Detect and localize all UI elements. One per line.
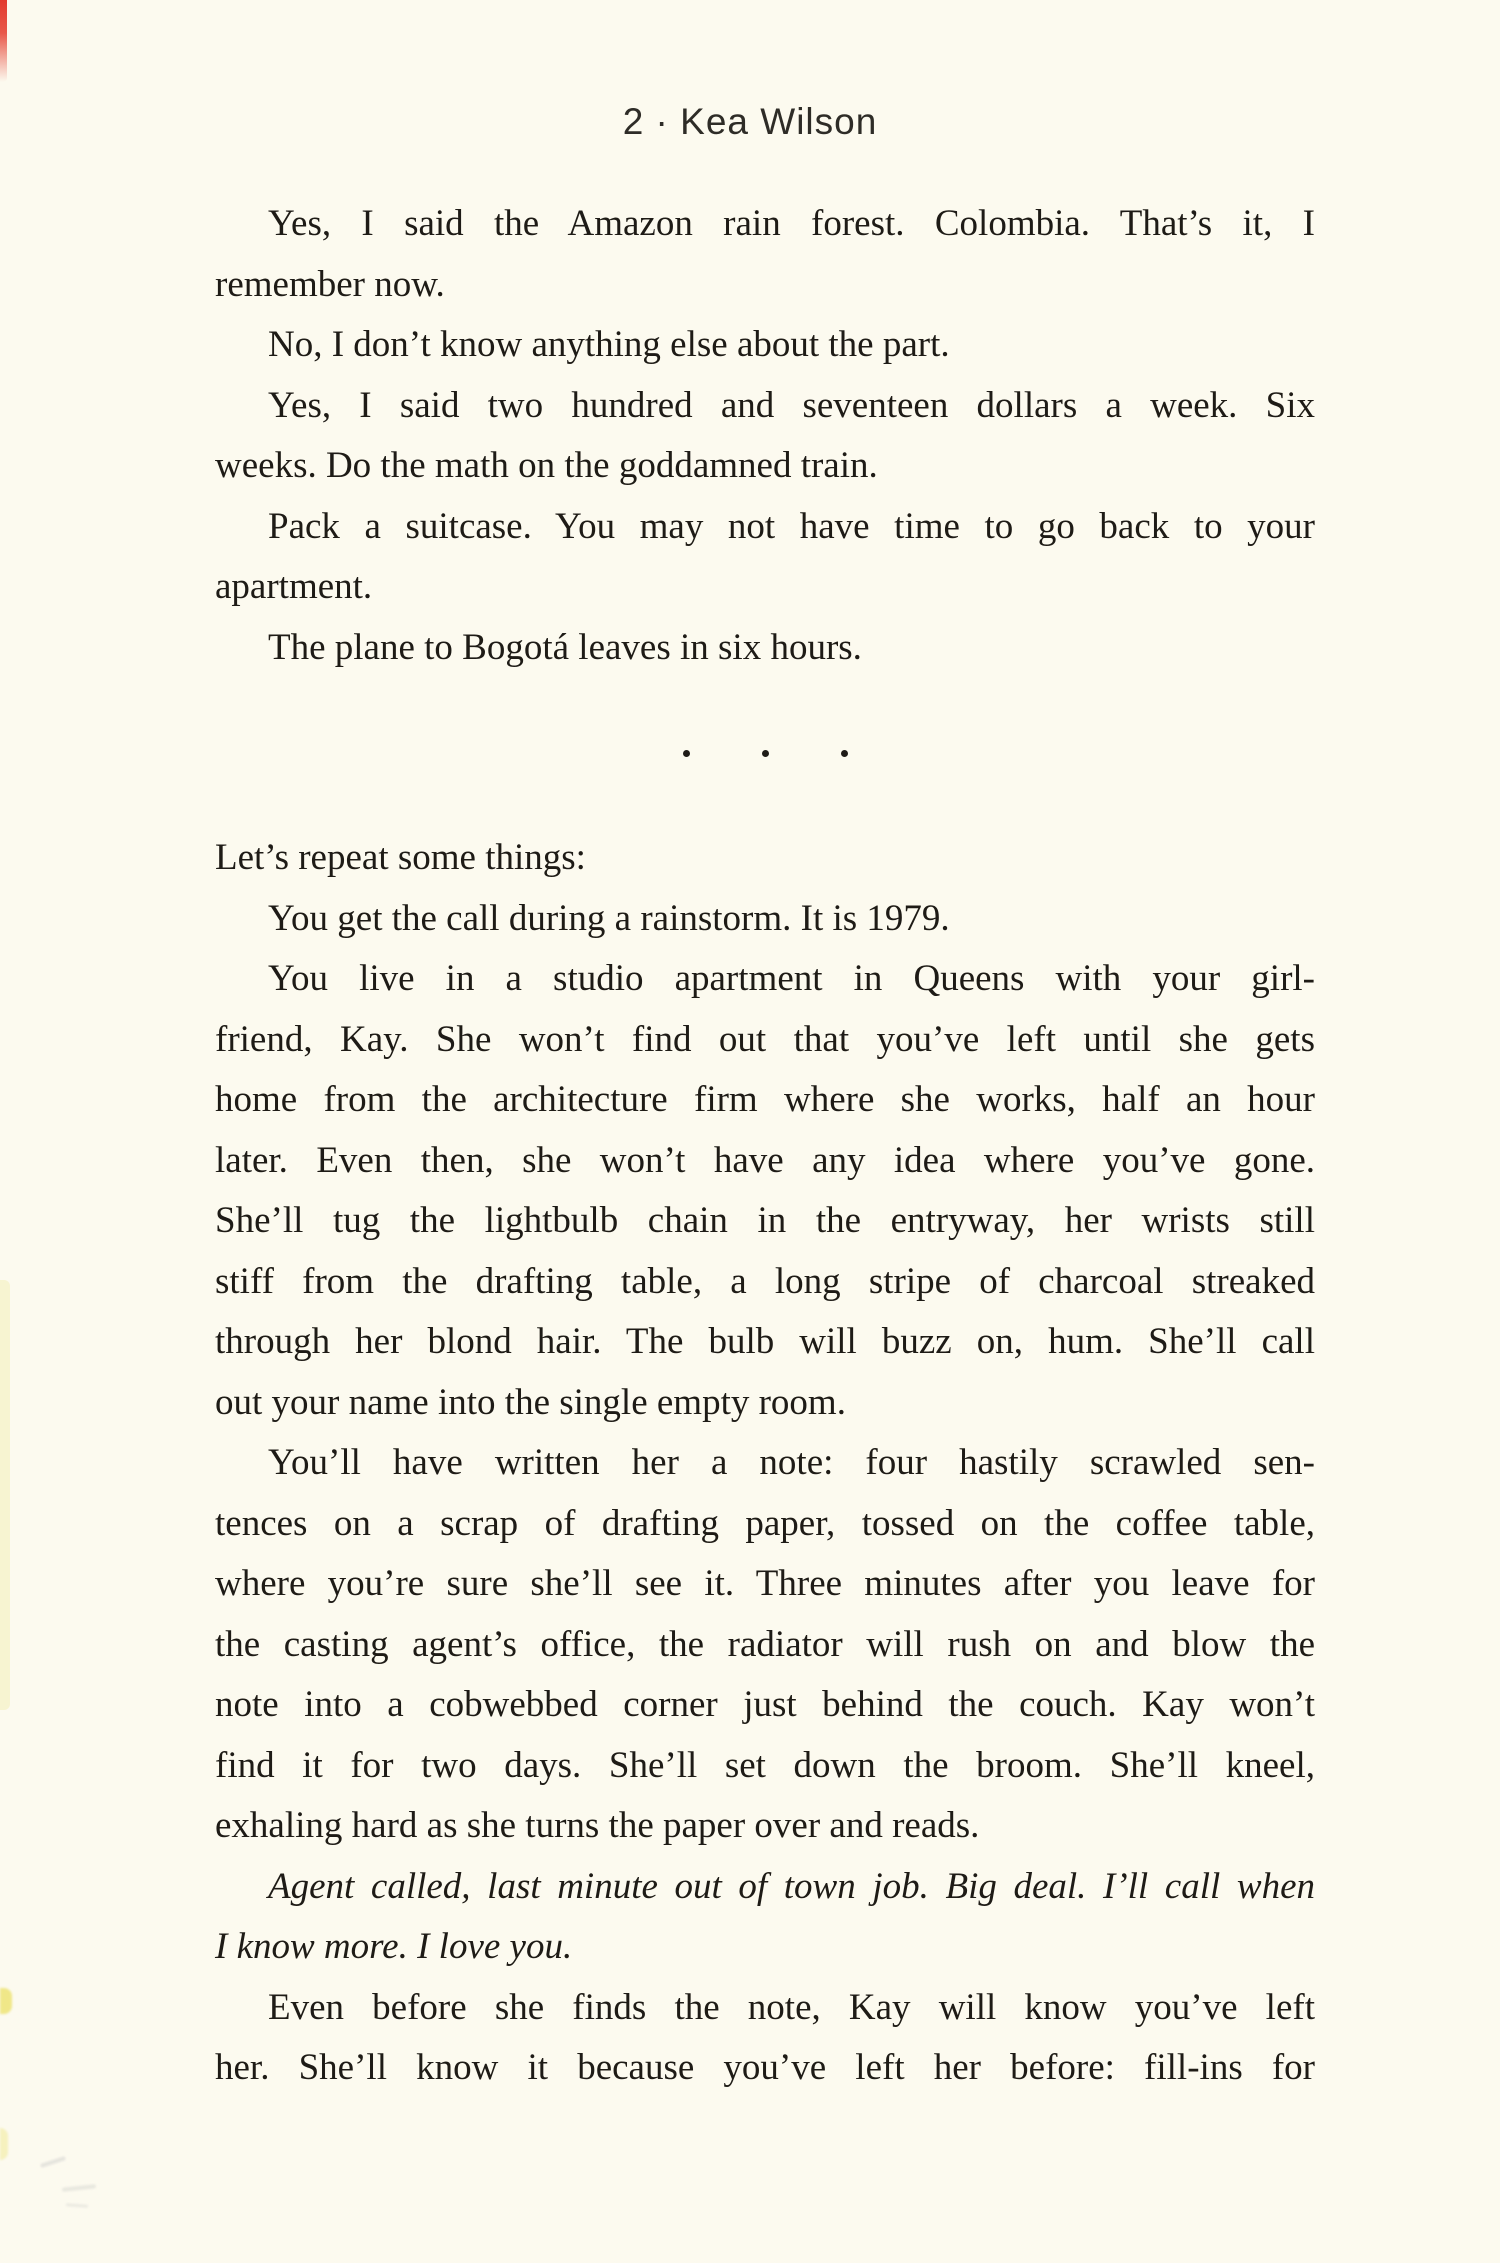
- text-line: her. She’ll know it because you’ve left her before: fill-ins for: [215, 2047, 1315, 2088]
- text-line: friend, Kay. She won’t find out that you’ve left until she gets: [215, 1018, 1315, 1060]
- text-line: remember now.: [215, 263, 445, 305]
- text-line: tences on a scrap of drafting paper, tossed on the coffee table,: [215, 1502, 1315, 1544]
- text-line: exhaling hard as she turns the paper over and reads.: [215, 1805, 980, 1846]
- text-line: Agent called, last minute out of town job. Big deal. I’ll call when: [268, 1865, 1315, 1907]
- text-line: apartment.: [215, 566, 373, 607]
- text-block: [215, 194, 1315, 2099]
- running-header: 2 · Kea Wilson: [622, 101, 878, 142]
- text-line: through her blond hair. The bulb will buzz on, hum. She’ll call: [215, 1321, 1315, 1362]
- scan-artifact-smudge: [40, 2156, 66, 2168]
- text-line: Yes, I said the Amazon rain forest. Colombia. That’s it, I: [268, 203, 1315, 244]
- scan-artifact-smudge: [66, 2203, 88, 2208]
- scan-artifact-yellow-blob: [0, 1988, 12, 2014]
- scan-artifact-yellow-blob: [0, 2128, 8, 2160]
- section-break-dot: [683, 750, 690, 757]
- section-break-dot: [841, 750, 848, 757]
- text-line: where you’re sure she’ll see it. Three minutes after you leave for: [215, 1563, 1315, 1604]
- text-line: The plane to Bogotá leaves in six hours.: [268, 626, 862, 668]
- text-line: I know more. I love you.: [215, 1926, 573, 1967]
- text-line: home from the architecture firm where she works, half an hour: [215, 1079, 1315, 1120]
- text-line: out your name into the single empty room.: [215, 1381, 846, 1423]
- text-line: Let’s repeat some things:: [215, 837, 586, 878]
- section-2: [215, 828, 1315, 2099]
- section-break-dot: [762, 750, 769, 757]
- text-line: later. Even then, she won’t have any idea where you’ve gone.: [215, 1139, 1315, 1181]
- text-line: Even before she finds the note, Kay will know you’ve left: [268, 1986, 1315, 2028]
- section-break: [215, 678, 1315, 828]
- text-line: note into a cobwebbed corner just behind the couch. Kay won’t: [215, 1684, 1315, 1725]
- scan-artifact-red-mark: [0, 0, 7, 82]
- text-line: She’ll tug the lightbulb chain in the entryway, her wrists still: [215, 1200, 1315, 1241]
- text-line: You live in a studio apartment in Queens with your girl-: [268, 958, 1315, 999]
- text-line: weeks. Do the math on the goddamned train.: [215, 445, 878, 486]
- text-line: Pack a suitcase. You may not have time to go back to your: [268, 505, 1315, 547]
- scan-artifact-yellow-strip: [0, 1280, 10, 1710]
- text-line: the casting agent’s office, the radiator will rush on and blow the: [215, 1623, 1315, 1665]
- scan-artifact-smudge: [62, 2184, 96, 2192]
- section-1: [215, 194, 1315, 678]
- text-line: You get the call during a rainstorm. It is 1979.: [268, 897, 950, 939]
- text-line: You’ll have written her a note: four hastily scrawled sen-: [268, 1442, 1315, 1483]
- text-line: Yes, I said two hundred and seventeen dollars a week. Six: [268, 384, 1315, 426]
- text-line: find it for two days. She’ll set down the broom. She’ll kneel,: [215, 1744, 1315, 1786]
- text-line: No, I don’t know anything else about the part.: [268, 324, 950, 365]
- text-line: stiff from the drafting table, a long stripe of charcoal streaked: [215, 1260, 1315, 1302]
